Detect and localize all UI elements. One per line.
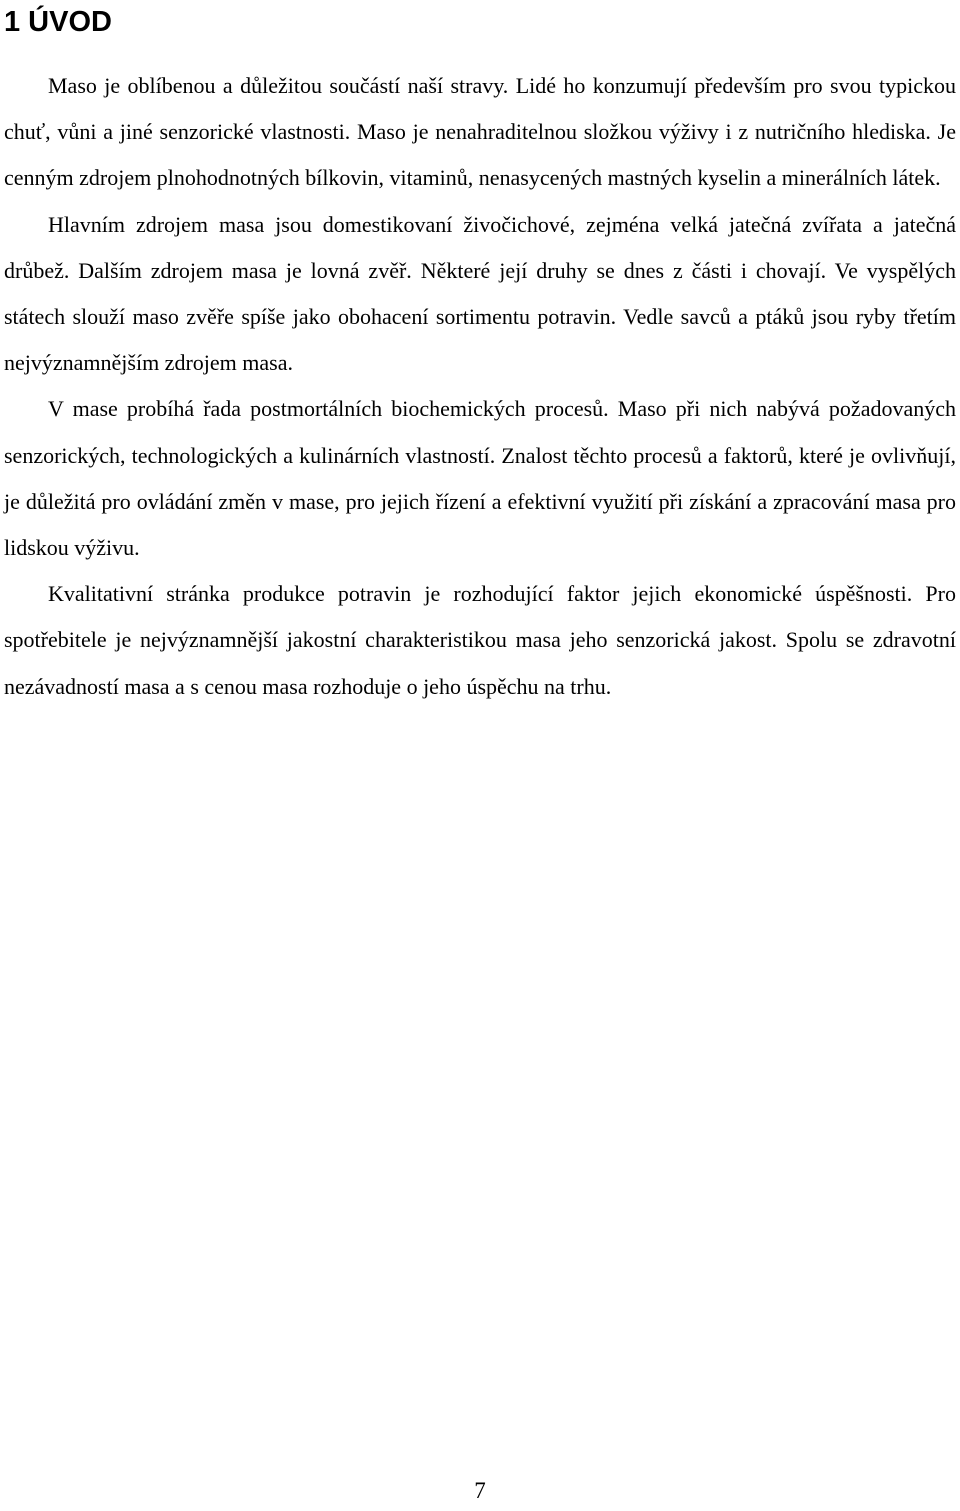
paragraph-3: V mase probíhá řada postmortálních biochemických procesů. Maso při nich nabývá požadovaných senzorických, technologických a kulinárních vlastností. Znalost těchto procesů a faktorů, které je ovlivňují, je důležitá pro ovládání změn v mase, pro jejich řízení a efektivní využití při získání a zpracování masa pro lidskou výživu. bbox=[4, 396, 956, 561]
paragraph-1: Maso je oblíbenou a důležitou součástí naší stravy. Lidé ho konzumují především pro svou typickou chuť, vůni a jiné senzorické vlastnosti. Maso je nenahraditelnou složkou výživy i z nutričního hlediska. Je cenným zdrojem plnohodnotných bílkovin, vitaminů, nenasycených mastných kyselin a minerálních látek. bbox=[4, 73, 956, 191]
paragraph-4: Kvalitativní stránka produkce potravin je rozhodující faktor jejich ekonomické úspěšnosti. Pro spotřebitele je nejvýznamnější jakostní charakteristikou masa jeho senzorická jakost. Spolu se zdravotní nezávadností masa a s cenou masa rozhoduje o jeho úspěchu na trhu. bbox=[4, 581, 956, 699]
paragraph-2: Hlavním zdrojem masa jsou domestikovaní živočichové, zejména velká jatečná zvířata a jatečná drůbež. Dalším zdrojem masa je lovná zvěř. Některé její druhy se dnes z části i chovají. Ve vyspělých státech slouží maso zvěře spíše jako obohacení sortimentu potravin. Vedle savců a ptáků jsou ryby třetím nejvýznamnějším zdrojem masa. bbox=[4, 211, 956, 376]
body-text bbox=[4, 63, 956, 710]
section-heading: 1 ÚVOD bbox=[4, 6, 112, 38]
page-number: 7 bbox=[474, 1478, 486, 1503]
